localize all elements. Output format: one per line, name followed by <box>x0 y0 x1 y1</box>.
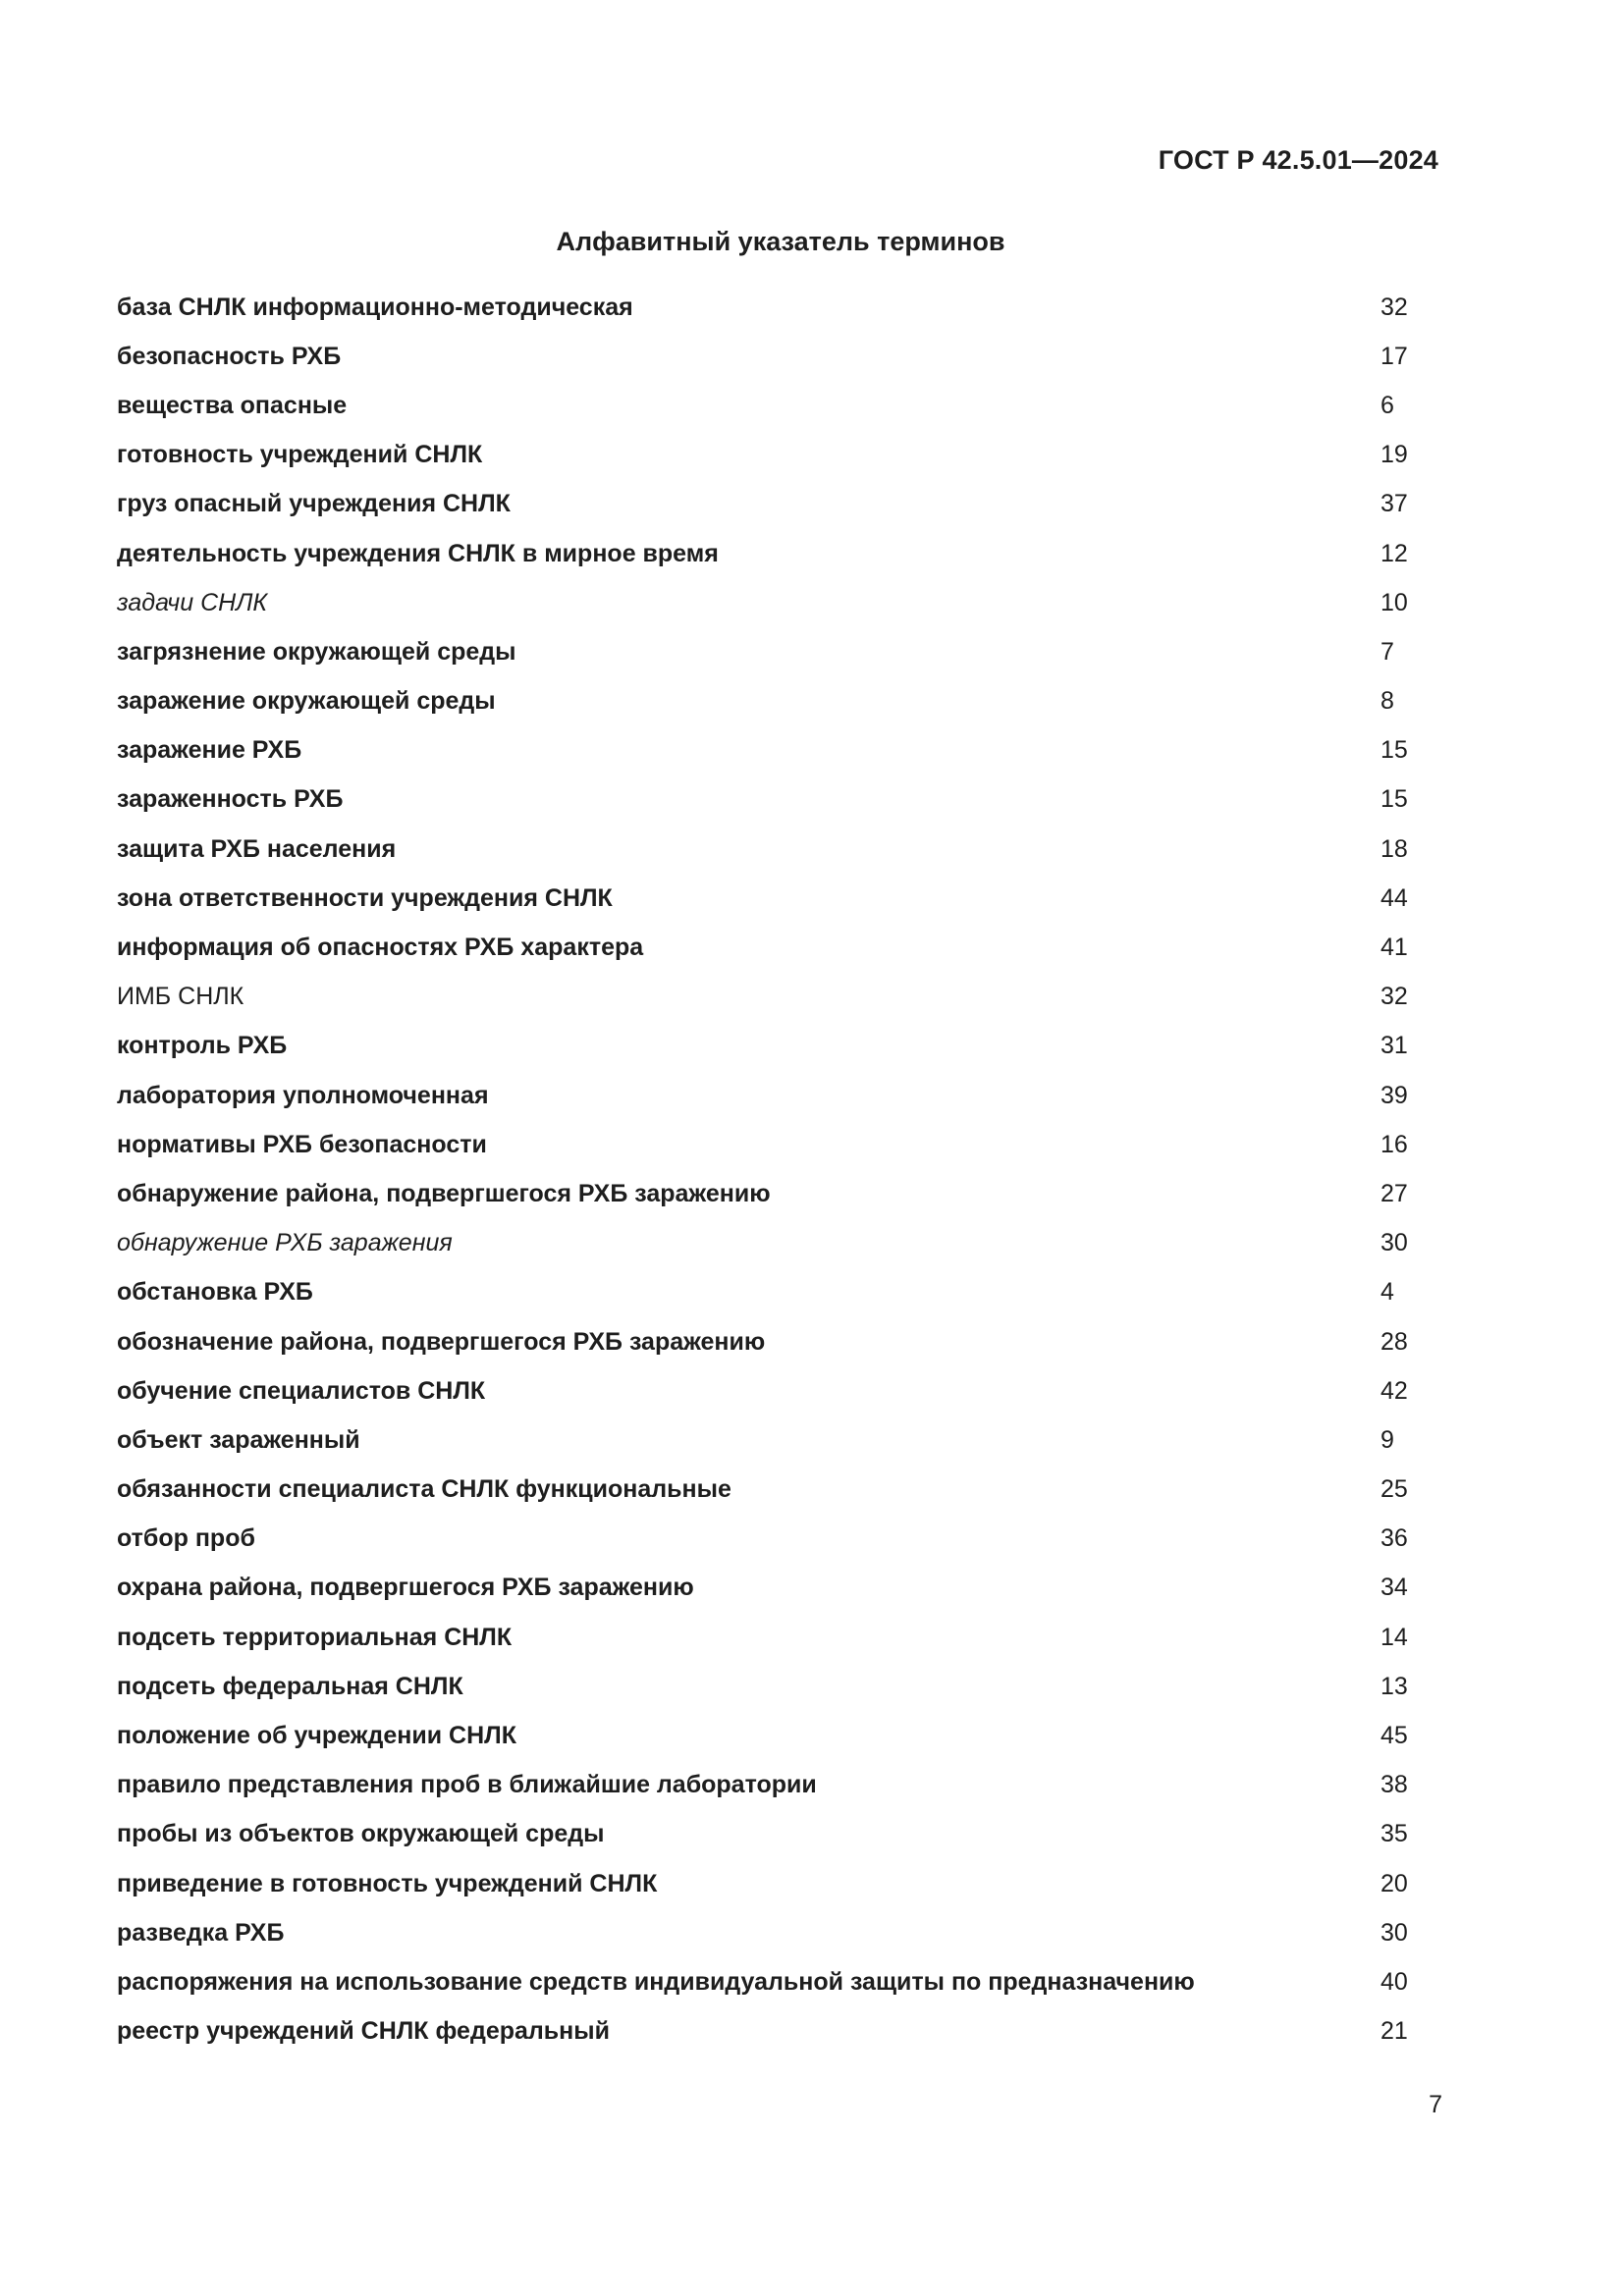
index-term-number: 38 <box>1380 1771 1408 1799</box>
index-term-number: 19 <box>1380 441 1408 469</box>
index-entry <box>117 874 1413 923</box>
index-entry <box>117 431 1413 480</box>
index-term: обнаружение РХБ заражения <box>117 1229 453 1257</box>
index-term: груз опасный учреждения СНЛК <box>117 490 511 518</box>
index-term: безопасность РХБ <box>117 342 342 370</box>
index-term: задачи СНЛК <box>117 588 268 616</box>
index-term-number: 9 <box>1380 1425 1394 1454</box>
index-entry <box>117 1859 1413 1908</box>
index-term-number: 35 <box>1380 1820 1408 1848</box>
index-term-number: 41 <box>1380 934 1408 962</box>
index-term: лаборатория уполномоченная <box>117 1081 489 1109</box>
index-entry <box>117 2007 1413 2056</box>
index-term: контроль РХБ <box>117 1032 288 1060</box>
index-entry <box>117 923 1413 972</box>
index-entry <box>117 1711 1413 1760</box>
index-term: вещества опасные <box>117 391 348 419</box>
index-term: обстановка РХБ <box>117 1278 313 1307</box>
index-term-number: 15 <box>1380 785 1408 814</box>
index-term-number: 45 <box>1380 1722 1408 1750</box>
index-term: информация об опасностях РХБ характера <box>117 934 644 962</box>
index-term-number: 42 <box>1380 1376 1408 1405</box>
index-term-number: 13 <box>1380 1672 1408 1700</box>
index-entry <box>117 973 1413 1022</box>
index-entry <box>117 1662 1413 1711</box>
index-term-number: 8 <box>1380 687 1394 716</box>
index-term: нормативы РХБ безопасности <box>117 1130 487 1158</box>
index-term: готовность учреждений СНЛК <box>117 441 483 469</box>
index-entry <box>117 1366 1413 1415</box>
index-term: обнаружение района, подвергшегося РХБ заражению <box>117 1179 771 1207</box>
index-term-number: 10 <box>1380 588 1408 616</box>
index-entry <box>117 1761 1413 1810</box>
index-term-number: 36 <box>1380 1524 1408 1553</box>
index-term-number: 39 <box>1380 1081 1408 1109</box>
index-term: ИМБ СНЛК <box>117 983 244 1011</box>
index-term: заражение РХБ <box>117 736 302 765</box>
index-entry <box>117 1415 1413 1465</box>
document-code: ГОСТ Р 42.5.01—2024 <box>1158 145 1438 175</box>
index-term-number: 14 <box>1380 1623 1408 1651</box>
page-number: 7 <box>1429 2091 1442 2118</box>
index-term-number: 21 <box>1380 2017 1408 2046</box>
index-term-number: 31 <box>1380 1032 1408 1060</box>
index-entry <box>117 1957 1413 2006</box>
index-term: подсеть федеральная СНЛК <box>117 1672 463 1700</box>
index-entry <box>117 1810 1413 1859</box>
index-entry <box>117 1022 1413 1071</box>
index-term-number: 37 <box>1380 490 1408 518</box>
index-term: обучение специалистов СНЛК <box>117 1376 486 1405</box>
index-term-number: 28 <box>1380 1327 1408 1356</box>
index-title: Алфавитный указатель терминов <box>556 227 1005 256</box>
index-entry <box>117 1169 1413 1218</box>
index-term: пробы из объектов окружающей среды <box>117 1820 605 1848</box>
index-term-number: 6 <box>1380 391 1394 419</box>
index-entry <box>117 1071 1413 1120</box>
term-index-list <box>117 283 1413 2056</box>
index-entry <box>117 480 1413 529</box>
index-entry <box>117 381 1413 430</box>
index-entry <box>117 726 1413 775</box>
index-term: защита РХБ населения <box>117 834 397 863</box>
index-term: загрязнение окружающей среды <box>117 637 516 666</box>
index-term: распоряжения на использование средств индивидуальной защиты по предназначению <box>117 1967 1195 1996</box>
index-term-number: 12 <box>1380 539 1408 567</box>
index-term: реестр учреждений СНЛК федеральный <box>117 2017 610 2046</box>
index-term: положение об учреждении СНЛК <box>117 1722 516 1750</box>
index-entry <box>117 627 1413 676</box>
index-term: отбор проб <box>117 1524 255 1553</box>
index-term: зона ответственности учреждения СНЛК <box>117 883 613 912</box>
index-entry <box>117 1466 1413 1515</box>
index-term-number: 4 <box>1380 1278 1394 1307</box>
index-term-number: 32 <box>1380 293 1408 321</box>
index-term-number: 44 <box>1380 883 1408 912</box>
index-term-number: 15 <box>1380 736 1408 765</box>
index-term: зараженность РХБ <box>117 785 344 814</box>
index-term-number: 30 <box>1380 1229 1408 1257</box>
index-entry <box>117 1268 1413 1317</box>
index-term-number: 30 <box>1380 1918 1408 1947</box>
index-term: правило представления проб в ближайшие лаборатории <box>117 1771 817 1799</box>
index-entry <box>117 677 1413 726</box>
index-entry <box>117 1613 1413 1662</box>
index-term-number: 20 <box>1380 1869 1408 1897</box>
index-term: охрана района, подвергшегося РХБ заражению <box>117 1574 694 1602</box>
index-term-number: 34 <box>1380 1574 1408 1602</box>
index-entry <box>117 1515 1413 1564</box>
index-entry <box>117 1219 1413 1268</box>
index-entry <box>117 825 1413 874</box>
index-term-number: 18 <box>1380 834 1408 863</box>
index-term: обозначение района, подвергшегося РХБ заражению <box>117 1327 766 1356</box>
index-entry <box>117 1908 1413 1957</box>
index-entry <box>117 775 1413 825</box>
index-term: база СНЛК информационно-методическая <box>117 293 633 321</box>
index-term: объект зараженный <box>117 1425 360 1454</box>
index-term: деятельность учреждения СНЛК в мирное время <box>117 539 719 567</box>
index-term-number: 16 <box>1380 1130 1408 1158</box>
index-term: заражение окружающей среды <box>117 687 496 716</box>
index-entry <box>117 1564 1413 1613</box>
index-entry <box>117 1120 1413 1169</box>
index-term-number: 25 <box>1380 1475 1408 1504</box>
index-entry <box>117 578 1413 627</box>
index-term-number: 7 <box>1380 637 1394 666</box>
index-term-number: 17 <box>1380 342 1408 370</box>
index-term: приведение в готовность учреждений СНЛК <box>117 1869 658 1897</box>
index-entry <box>117 332 1413 381</box>
index-term: обязанности специалиста СНЛК функциональные <box>117 1475 731 1504</box>
index-term-number: 32 <box>1380 983 1408 1011</box>
index-entry <box>117 1317 1413 1366</box>
index-entry <box>117 283 1413 332</box>
index-term: подсеть территориальная СНЛК <box>117 1623 513 1651</box>
index-entry <box>117 529 1413 578</box>
index-term: разведка РХБ <box>117 1918 285 1947</box>
index-term-number: 40 <box>1380 1967 1408 1996</box>
index-term-number: 27 <box>1380 1179 1408 1207</box>
